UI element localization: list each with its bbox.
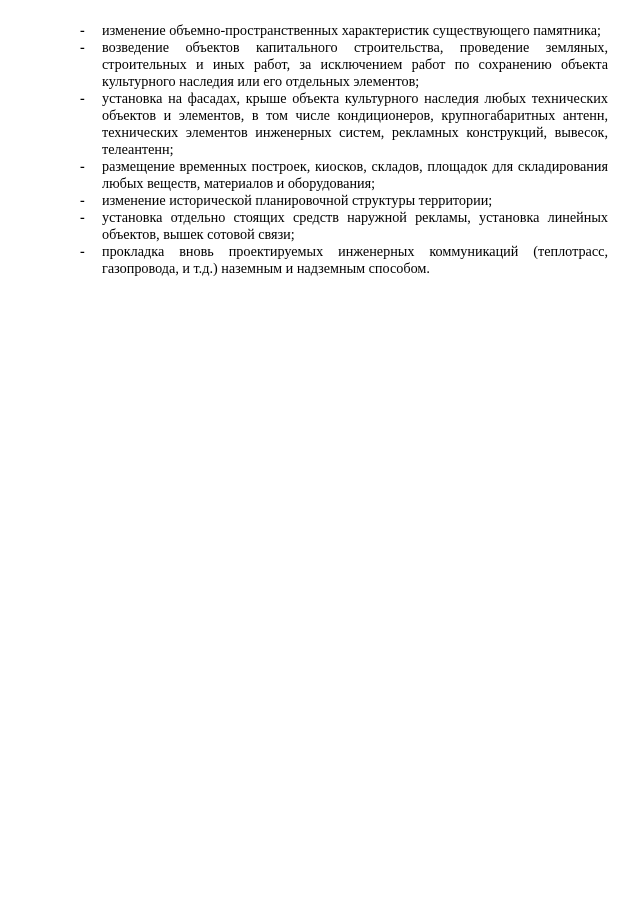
bullet-marker: -: [80, 23, 85, 39]
list-item: [80, 244, 608, 278]
bullet-marker: -: [80, 91, 85, 107]
list-item: [80, 210, 608, 244]
list-item: [80, 91, 608, 159]
list-item-text: установка на фасадах, крыше объекта культурного наследия любых технических объектов и элементов, в том числе кондиционеров, крупногабаритных антенн, технических элементов инженерных систем, рекламных конструкций, вывесок, телеантенн;: [102, 91, 608, 158]
list-item-text: изменение исторической планировочной структуры территории;: [102, 193, 493, 209]
list-item: [80, 159, 608, 193]
bullet-marker: -: [80, 210, 85, 226]
bullet-marker: -: [80, 244, 85, 260]
list-item-text: прокладка вновь проектируемых инженерных коммуникаций (теплотрасс, газопровода, и т.д.) наземным и надземным способом.: [102, 244, 608, 277]
list-item: [80, 23, 608, 40]
list-item-text: установка отдельно стоящих средств наружной рекламы, установка линейных объектов, вышек сотовой связи;: [102, 210, 608, 243]
restrictions-list: [80, 23, 608, 278]
list-item-text: размещение временных построек, киосков, складов, площадок для складирования любых веществ, материалов и оборудования;: [102, 159, 608, 192]
list-item-text: возведение объектов капитального строительства, проведение земляных, строительных и иных работ, за исключением работ по сохранению объекта культурного наследия или его отдельных элементов;: [102, 40, 608, 90]
list-item-text: изменение объемно-пространственных характеристик существующего памятника;: [102, 23, 601, 39]
list-item: [80, 193, 608, 210]
bullet-marker: -: [80, 40, 85, 56]
list-item: [80, 40, 608, 91]
bullet-marker: -: [80, 193, 85, 209]
bullet-marker: -: [80, 159, 85, 175]
